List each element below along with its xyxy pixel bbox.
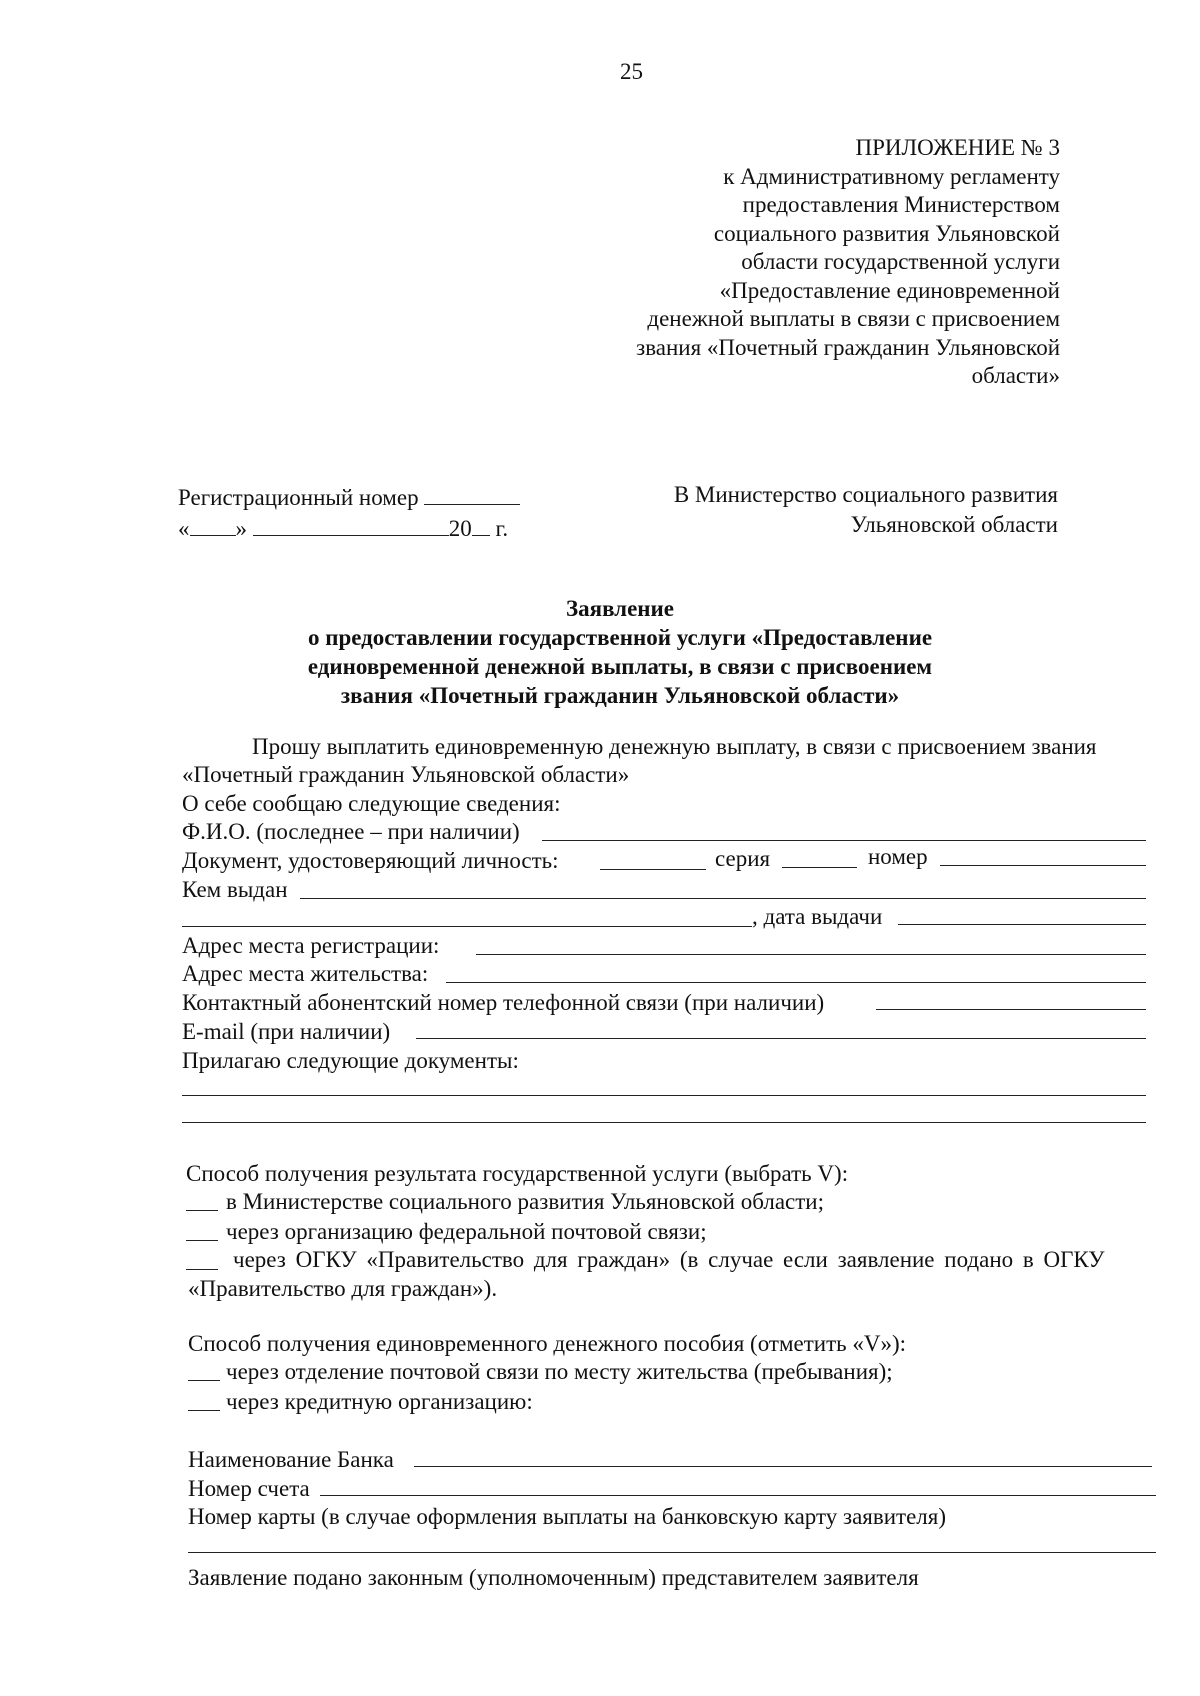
result-option2-label: через организацию федеральной почтовой связи; xyxy=(226,1219,707,1244)
addressee-line2: Ульяновской области xyxy=(850,512,1058,537)
bank-name-label: Наименование Банка xyxy=(188,1447,394,1472)
request-text-line1: Прошу выплатить единовременную денежную выплату, в связи с присвоением звания xyxy=(252,734,1097,759)
result-method-title: Способ получения результата государственной услуги (выбрать V): xyxy=(186,1161,849,1186)
appendix-line: области» xyxy=(971,363,1060,388)
request-text-line2: «Почетный гражданин Ульяновской области» xyxy=(182,762,630,787)
phone-label: Контактный абонентский номер телефонной связи (при наличии) xyxy=(182,990,825,1015)
year-suffix: г. xyxy=(495,516,509,541)
date-day-field[interactable] xyxy=(190,515,236,536)
bank-name-input-line[interactable] xyxy=(414,1466,1152,1467)
issued-by-input-line-2[interactable] xyxy=(182,926,752,927)
registration-number xyxy=(178,484,520,512)
series-input-line[interactable] xyxy=(782,867,857,868)
live-address-input-line[interactable] xyxy=(446,982,1146,983)
heading-line3: звания «Почетный гражданин Ульяновской области» xyxy=(340,683,900,708)
appendix-line: к Административному регламенту xyxy=(723,163,1060,189)
appendix-line: предоставления Министерством xyxy=(742,192,1060,217)
attach-input-line-2[interactable] xyxy=(182,1122,1146,1123)
fio-input-line[interactable] xyxy=(542,840,1146,841)
issue-date-label: , дата выдачи xyxy=(752,904,883,929)
heading-line2: единовременной денежной выплаты, в связи с присвоением xyxy=(307,654,933,679)
date-month-field[interactable] xyxy=(253,515,449,536)
issue-date-input-line[interactable] xyxy=(898,924,1146,925)
addressee-line1: В Министерство социального развития xyxy=(673,482,1058,507)
number-input-line[interactable] xyxy=(940,865,1146,866)
email-input-line[interactable] xyxy=(416,1038,1146,1039)
attach-label: Прилагаю следующие документы: xyxy=(182,1048,519,1073)
payment-option1-checkbox[interactable] xyxy=(188,1380,220,1381)
year-prefix: 20 xyxy=(448,516,472,541)
appendix-block xyxy=(540,134,1060,391)
registration-date xyxy=(178,515,508,543)
payment-option1-label: через отделение почтовой связи по месту жительства (пребывания); xyxy=(226,1359,893,1384)
appendix-title: ПРИЛОЖЕНИЕ № 3 xyxy=(855,135,1060,160)
heading-line1: о предоставлении государственной услуги «Предоставление xyxy=(307,625,933,650)
issued-by-input-line[interactable] xyxy=(300,898,1146,899)
account-input-line[interactable] xyxy=(320,1495,1156,1496)
appendix-line: «Предоставление единовременной xyxy=(719,277,1060,303)
payment-option2-checkbox[interactable] xyxy=(188,1410,220,1411)
appendix-line: звания «Почетный гражданин Ульяновской xyxy=(636,334,1060,360)
registration-number-label: Регистрационный номер xyxy=(178,485,419,510)
date-close-quote: » xyxy=(235,516,247,541)
number-label: номер xyxy=(868,844,928,869)
page-number: 25 xyxy=(620,59,643,84)
card-label: Номер карты (в случае оформления выплаты на банковскую карту заявителя) xyxy=(188,1504,947,1529)
representative-text: Заявление подано законным (уполномоченным) представителем заявителя xyxy=(188,1565,919,1590)
appendix-line: денежной выплаты в связи с присвоением xyxy=(647,306,1060,331)
payment-option2-label: через кредитную организацию: xyxy=(226,1389,533,1414)
issued-by-label: Кем выдан xyxy=(182,877,288,902)
date-open-quote: « xyxy=(178,516,190,541)
id-document-label: Документ, удостоверяющий личность: xyxy=(182,848,559,873)
live-address-label: Адрес места жительства: xyxy=(182,961,429,986)
id-document-type-line[interactable] xyxy=(600,869,706,870)
reg-address-label: Адрес места регистрации: xyxy=(182,933,440,958)
account-label: Номер счета xyxy=(188,1476,310,1501)
result-option3-checkbox[interactable] xyxy=(186,1269,218,1270)
result-option3-label-cont: «Правительство для граждан»). xyxy=(188,1276,498,1301)
attach-input-line-1[interactable] xyxy=(182,1095,1146,1096)
heading-title: Заявление xyxy=(565,596,675,621)
reg-address-input-line[interactable] xyxy=(476,954,1146,955)
appendix-line: социального развития Ульяновской xyxy=(713,220,1060,246)
result-option1-checkbox[interactable] xyxy=(186,1210,218,1211)
result-option1-label: в Министерстве социального развития Ульяновской области; xyxy=(226,1189,824,1214)
series-label: серия xyxy=(715,846,771,871)
registration-number-field[interactable] xyxy=(424,484,520,505)
appendix-line: области государственной услуги xyxy=(741,249,1060,274)
date-year-field[interactable] xyxy=(472,515,490,536)
fio-label: Ф.И.О. (последнее – при наличии) xyxy=(182,819,520,844)
info-intro: О себе сообщаю следующие сведения: xyxy=(182,791,561,816)
result-option3-label: через ОГКУ «Правительство для граждан» (в случае если заявление подано в ОГКУ xyxy=(233,1247,1105,1272)
payment-method-title: Способ получения единовременного денежного пособия (отметить «V»): xyxy=(188,1331,907,1356)
document-heading xyxy=(240,594,1000,710)
card-input-line[interactable] xyxy=(188,1552,1156,1553)
phone-input-line[interactable] xyxy=(876,1009,1146,1010)
email-label: E-mail (при наличии) xyxy=(182,1019,391,1044)
addressee-block xyxy=(578,480,1058,540)
result-option2-checkbox[interactable] xyxy=(186,1240,218,1241)
